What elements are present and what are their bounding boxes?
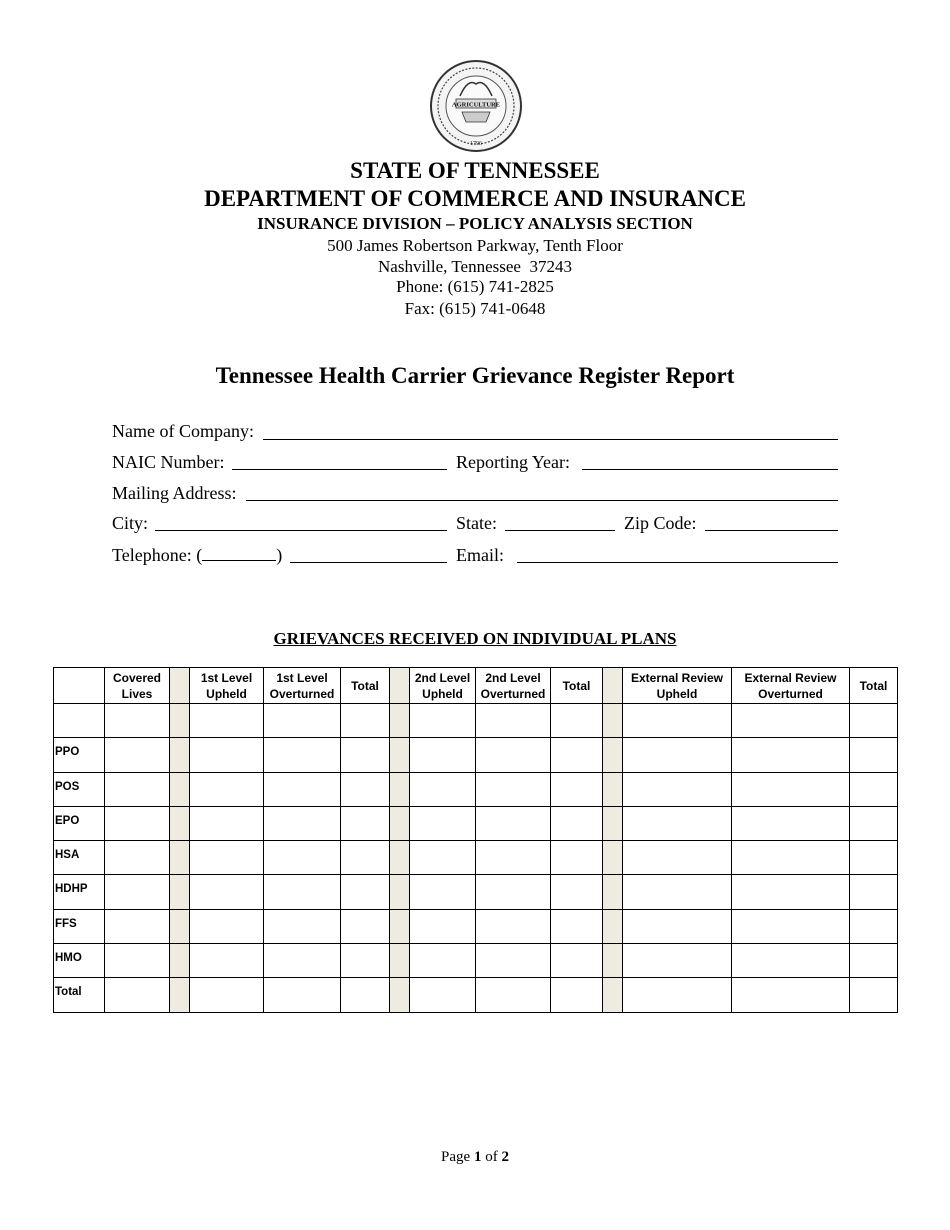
header-blank xyxy=(54,668,105,704)
data-cell[interactable] xyxy=(264,704,341,738)
header-spacer xyxy=(390,668,410,704)
spacer-cell xyxy=(603,875,623,909)
data-cell[interactable] xyxy=(476,978,551,1012)
data-cell[interactable] xyxy=(476,772,551,806)
city-field[interactable] xyxy=(155,530,447,531)
header-city-line: Nashville, Tennessee 37243 xyxy=(378,257,572,276)
data-cell[interactable] xyxy=(410,978,476,1012)
data-cell[interactable] xyxy=(105,978,170,1012)
data-cell[interactable] xyxy=(551,978,603,1012)
header-spacer xyxy=(603,668,623,704)
data-cell[interactable] xyxy=(732,944,850,978)
zip-code-field[interactable] xyxy=(705,530,838,531)
email-label: Email: xyxy=(456,545,504,565)
data-cell[interactable] xyxy=(105,909,170,943)
spacer-cell xyxy=(390,944,410,978)
data-cell[interactable] xyxy=(850,704,898,738)
data-cell[interactable] xyxy=(190,806,264,840)
data-cell[interactable] xyxy=(264,875,341,909)
table-row xyxy=(54,704,898,738)
data-cell[interactable] xyxy=(190,978,264,1012)
data-cell[interactable] xyxy=(850,738,898,772)
telephone-label xyxy=(112,545,282,565)
data-cell[interactable] xyxy=(105,944,170,978)
spacer-cell xyxy=(603,772,623,806)
data-cell[interactable] xyxy=(190,875,264,909)
data-cell[interactable] xyxy=(476,806,551,840)
data-cell[interactable] xyxy=(623,978,732,1012)
svg-text:AGRICULTURE: AGRICULTURE xyxy=(451,101,501,109)
of-word: of xyxy=(485,1149,498,1165)
data-cell[interactable] xyxy=(551,944,603,978)
page-number: 1 xyxy=(473,1149,482,1165)
data-cell[interactable] xyxy=(476,704,551,738)
spacer-cell xyxy=(170,806,190,840)
data-cell[interactable] xyxy=(410,841,476,875)
spacer-cell xyxy=(390,806,410,840)
data-cell[interactable] xyxy=(850,841,898,875)
data-cell[interactable] xyxy=(264,944,341,978)
telephone-field[interactable] xyxy=(290,562,447,563)
data-cell[interactable] xyxy=(264,772,341,806)
row-label: POS xyxy=(54,772,105,806)
data-cell[interactable] xyxy=(341,704,390,738)
header-address: 500 James Robertson Parkway, Tenth Floor xyxy=(327,236,623,255)
spacer-cell xyxy=(170,909,190,943)
svg-text:1796: 1796 xyxy=(470,141,482,147)
data-cell[interactable] xyxy=(341,944,390,978)
data-cell[interactable] xyxy=(410,704,476,738)
spacer-cell xyxy=(603,738,623,772)
data-cell[interactable] xyxy=(341,806,390,840)
spacer-cell xyxy=(390,704,410,738)
header-phone: Phone: (615) 741-2825 xyxy=(396,277,554,296)
data-cell[interactable] xyxy=(105,738,170,772)
row-label: HDHP xyxy=(54,875,105,909)
data-cell[interactable] xyxy=(732,978,850,1012)
data-cell[interactable] xyxy=(551,841,603,875)
data-cell[interactable] xyxy=(551,875,603,909)
table-row xyxy=(54,841,898,875)
data-cell[interactable] xyxy=(732,841,850,875)
data-cell[interactable] xyxy=(341,875,390,909)
data-cell[interactable] xyxy=(190,944,264,978)
spacer-cell xyxy=(170,944,190,978)
data-cell[interactable] xyxy=(264,909,341,943)
city-label: City: xyxy=(112,513,149,533)
data-cell[interactable] xyxy=(341,738,390,772)
spacer-cell xyxy=(170,978,190,1012)
data-cell[interactable] xyxy=(732,806,850,840)
spacer-cell xyxy=(390,841,410,875)
grievance-table xyxy=(53,667,898,1013)
spacer-cell xyxy=(603,978,623,1012)
data-cell[interactable] xyxy=(623,909,732,943)
report-title: Tennessee Health Carrier Grievance Register Report xyxy=(215,363,735,388)
section-title: GRIEVANCES RECEIVED ON INDIVIDUAL PLANS xyxy=(273,629,677,648)
data-cell[interactable] xyxy=(105,772,170,806)
data-cell[interactable] xyxy=(190,909,264,943)
table-row xyxy=(54,806,898,840)
data-cell[interactable] xyxy=(623,875,732,909)
data-cell[interactable] xyxy=(190,841,264,875)
table-header-row xyxy=(54,668,898,704)
row-label: HSA xyxy=(54,841,105,875)
data-cell[interactable] xyxy=(850,875,898,909)
reporting-year-label: Reporting Year: xyxy=(456,452,570,472)
table-row xyxy=(54,944,898,978)
table-row xyxy=(54,772,898,806)
data-cell[interactable] xyxy=(105,875,170,909)
spacer-cell xyxy=(390,978,410,1012)
row-label: Total xyxy=(54,978,105,1012)
data-cell[interactable] xyxy=(476,909,551,943)
table-row xyxy=(54,875,898,909)
page-word: Page xyxy=(441,1149,471,1165)
mailing-address-field[interactable] xyxy=(246,500,838,501)
data-cell[interactable] xyxy=(732,875,850,909)
data-cell[interactable] xyxy=(105,704,170,738)
header-department: DEPARTMENT OF COMMERCE AND INSURANCE xyxy=(204,186,746,211)
company-field[interactable] xyxy=(263,439,838,440)
header-fax: Fax: (615) 741-0648 xyxy=(404,299,546,318)
spacer-cell xyxy=(170,738,190,772)
data-cell[interactable] xyxy=(476,944,551,978)
row-label: HMO xyxy=(54,944,105,978)
spacer-cell xyxy=(603,841,623,875)
spacer-cell xyxy=(603,909,623,943)
data-cell[interactable] xyxy=(850,772,898,806)
data-cell[interactable] xyxy=(623,738,732,772)
data-cell[interactable] xyxy=(732,704,850,738)
data-cell[interactable] xyxy=(341,978,390,1012)
telephone-paren-close: ) xyxy=(276,545,283,565)
header-external-review-overturned: External Review Overturned xyxy=(732,668,850,704)
data-cell[interactable] xyxy=(410,738,476,772)
data-cell[interactable] xyxy=(850,978,898,1012)
header-2nd-level-upheld: 2nd Level Upheld xyxy=(410,668,476,704)
spacer-cell xyxy=(170,875,190,909)
header-2nd-level-overturned: 2nd Level Overturned xyxy=(476,668,551,704)
data-cell[interactable] xyxy=(264,841,341,875)
header-1st-level-upheld: 1st Level Upheld xyxy=(190,668,264,704)
data-cell[interactable] xyxy=(623,704,732,738)
data-cell[interactable] xyxy=(476,875,551,909)
zip-code-label: Zip Code: xyxy=(624,513,697,533)
data-cell[interactable] xyxy=(551,772,603,806)
state-field[interactable] xyxy=(505,530,615,531)
data-cell[interactable] xyxy=(410,909,476,943)
data-cell[interactable] xyxy=(410,944,476,978)
data-cell[interactable] xyxy=(732,772,850,806)
data-cell[interactable] xyxy=(551,909,603,943)
header-state: STATE OF TENNESSEE xyxy=(350,158,600,183)
mailing-address-label: Mailing Address: xyxy=(112,483,237,503)
data-cell[interactable] xyxy=(410,772,476,806)
page-footer xyxy=(0,1149,950,1166)
header-external-review-total: Total xyxy=(850,668,898,704)
header-1st-level-overturned: 1st Level Overturned xyxy=(264,668,341,704)
data-cell[interactable] xyxy=(190,772,264,806)
telephone-label-text: Telephone: ( xyxy=(112,545,203,565)
state-label: State: xyxy=(456,513,497,533)
spacer-cell xyxy=(170,772,190,806)
data-cell[interactable] xyxy=(850,909,898,943)
data-cell[interactable] xyxy=(410,806,476,840)
data-cell[interactable] xyxy=(190,704,264,738)
data-cell[interactable] xyxy=(410,875,476,909)
area-code-field[interactable] xyxy=(202,547,276,561)
table-row xyxy=(54,978,898,1012)
spacer-cell xyxy=(603,704,623,738)
spacer-cell xyxy=(170,841,190,875)
company-label: Name of Company: xyxy=(112,421,254,441)
row-label: EPO xyxy=(54,806,105,840)
data-cell[interactable] xyxy=(341,772,390,806)
naic-field[interactable] xyxy=(232,469,447,470)
state-seal-image xyxy=(424,56,528,156)
data-cell[interactable] xyxy=(264,806,341,840)
header-division: INSURANCE DIVISION – POLICY ANALYSIS SECTION xyxy=(257,214,693,233)
row-label: PPO xyxy=(54,738,105,772)
data-cell[interactable] xyxy=(341,909,390,943)
spacer-cell xyxy=(390,738,410,772)
email-field[interactable] xyxy=(517,562,838,563)
data-cell[interactable] xyxy=(341,841,390,875)
data-cell[interactable] xyxy=(105,841,170,875)
data-cell[interactable] xyxy=(850,806,898,840)
spacer-cell xyxy=(603,944,623,978)
table-row xyxy=(54,909,898,943)
spacer-cell xyxy=(390,875,410,909)
data-cell[interactable] xyxy=(264,738,341,772)
table-row xyxy=(54,738,898,772)
header-covered-lives: Covered Lives xyxy=(105,668,170,704)
header-1st-level-total: Total xyxy=(341,668,390,704)
header-external-review-upheld: External Review Upheld xyxy=(623,668,732,704)
table-body xyxy=(54,704,898,1013)
row-label xyxy=(54,704,105,738)
page-total: 2 xyxy=(501,1149,509,1165)
spacer-cell xyxy=(390,772,410,806)
spacer-cell xyxy=(390,909,410,943)
data-cell[interactable] xyxy=(850,944,898,978)
header-spacer xyxy=(170,668,190,704)
row-label: FFS xyxy=(54,909,105,943)
data-cell[interactable] xyxy=(264,978,341,1012)
data-cell[interactable] xyxy=(623,944,732,978)
header-2nd-level-total: Total xyxy=(551,668,603,704)
data-cell[interactable] xyxy=(105,806,170,840)
data-cell[interactable] xyxy=(476,738,551,772)
naic-label: NAIC Number: xyxy=(112,452,225,472)
spacer-cell xyxy=(603,806,623,840)
data-cell[interactable] xyxy=(551,704,603,738)
data-cell[interactable] xyxy=(623,806,732,840)
data-cell[interactable] xyxy=(190,738,264,772)
data-cell[interactable] xyxy=(732,738,850,772)
data-cell[interactable] xyxy=(551,806,603,840)
data-cell[interactable] xyxy=(476,841,551,875)
spacer-cell xyxy=(170,704,190,738)
data-cell[interactable] xyxy=(551,738,603,772)
reporting-year-field[interactable] xyxy=(582,469,838,470)
data-cell[interactable] xyxy=(623,772,732,806)
data-cell[interactable] xyxy=(623,841,732,875)
data-cell[interactable] xyxy=(732,909,850,943)
